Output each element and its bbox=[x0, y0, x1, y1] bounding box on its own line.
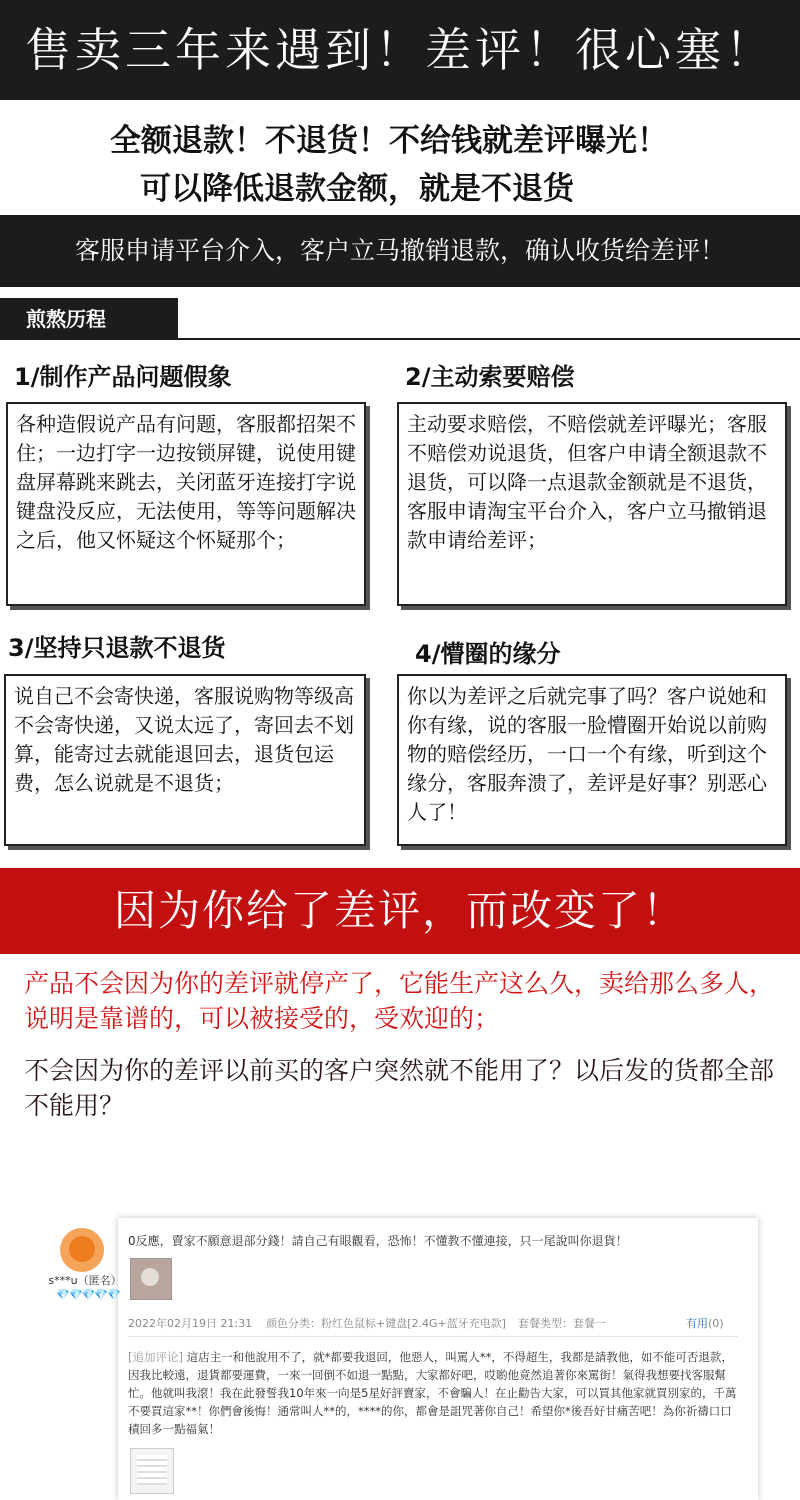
review-spec-set: 套餐类型：套餐一 bbox=[518, 1317, 606, 1330]
red-paragraph: 产品不会因为你的差评就停产了，它能生产这么久，卖给那么多人，说明是靠谱的，可以被接受的，受欢迎的； bbox=[24, 969, 775, 1033]
append-label: [追加评论] bbox=[128, 1350, 183, 1364]
review-comment: 0反應，賣家不願意退部分錢！請自己有眼觀看，恐怖！不懂教不懂連接，只一尾說叫你退貨！ bbox=[128, 1234, 628, 1248]
member-level-icon: 💎💎💎💎💎 bbox=[56, 1288, 120, 1301]
step-1-title: 1/制作产品问题假象 bbox=[14, 363, 232, 391]
append-photo-thumbnail[interactable] bbox=[130, 1448, 174, 1494]
useful-button[interactable] bbox=[686, 1315, 724, 1331]
review-date: 2022年02月19日 21:31 bbox=[128, 1317, 253, 1330]
section-divider bbox=[0, 338, 800, 340]
review-divider bbox=[128, 1336, 738, 1337]
section-tab: 煎熬历程 bbox=[0, 298, 178, 340]
useful-label: 有用 bbox=[686, 1317, 708, 1330]
change-banner: 因为你给了差评，而改变了！ bbox=[0, 868, 800, 954]
step-2-title: 2/主动索要赔偿 bbox=[405, 363, 575, 391]
append-text: 這店主一和他說用不了，就*都要我退回，他惡人，叫罵人**，不得超生，我都是請教他，如不能可否退款，因我比較遠，退貨都要運費，一來一回倒不如退一點點，大家都好吧，哎喲他竟然追著你來罵街！氣得我想要找客服幫忙。他就叫我滾！我在此發誓我10年來一向是5星好評賣家，不會騙人！在止勸告大家，可以買其他家就買別家的，千萬不要買這家**！你們會後悔！通常叫人**的，****的你，都會是詛咒著你自己！希望你*後吾好甘痛苦吧！為你祈禱口口積回多一點福氣！ bbox=[128, 1350, 737, 1436]
review-append bbox=[128, 1348, 740, 1438]
avatar-face-icon bbox=[69, 1236, 95, 1262]
dark-paragraph: 不会因为你的差评以前买的客户突然就不能用了？以后发的货都全部不能用？ bbox=[24, 1056, 775, 1120]
document-icon bbox=[137, 1455, 167, 1485]
review-username: s***u（匿名） bbox=[48, 1274, 122, 1287]
title-banner: 售卖三年来遇到！差评！很心塞！ bbox=[0, 0, 800, 100]
subtitle-line-2: 可以降低退款金额，就是不退货 bbox=[140, 171, 574, 207]
step-3-title: 3/坚持只退款不退货 bbox=[8, 634, 226, 662]
useful-count: (0) bbox=[708, 1317, 724, 1330]
step-1-box: 各种造假说产品有问题，客服都招架不住；一边打字一边按锁屏键，说使用键盘屏幕跳来跳去，关闭蓝牙连接打字说键盘没反应，无法使用，等等问题解决之后，他又怀疑这个怀疑那个； bbox=[6, 402, 366, 606]
subtitle-line-1: 全额退款！不退货！不给钱就差评曝光！ bbox=[110, 123, 668, 159]
play-icon bbox=[141, 1268, 159, 1286]
step-3-box: 说自己不会寄快递，客服说购物等级高不会寄快递，又说太远了，寄回去不划算，能寄过去就能退回去，退货包运费，怎么说就是不退货； bbox=[4, 674, 366, 846]
review-spec-color: 颜色分类：粉红色鼠标+键盘[2.4G+蓝牙充电款] bbox=[266, 1317, 507, 1330]
step-4-title: 4/懵圈的缘分 bbox=[415, 640, 561, 668]
step-4-box: 你以为差评之后就完事了吗？客户说她和你有缘，说的客服一脸懵圈开始说以前购物的赔偿经历，一口一个有缘，听到这个缘分，客服奔溃了，差评是好事？别恶心人了！ bbox=[397, 674, 787, 846]
step-2-box: 主动要求赔偿，不赔偿就差评曝光；客服不赔偿劝说退货，但客户申请全额退款不退货，可以降一点退款金额就是不退货，客服申请淘宝平台介入，客户立马撤销退款申请给差评； bbox=[397, 402, 787, 606]
intervention-banner: 客服申请平台介入，客户立马撤销退款，确认收货给差评！ bbox=[0, 215, 800, 287]
